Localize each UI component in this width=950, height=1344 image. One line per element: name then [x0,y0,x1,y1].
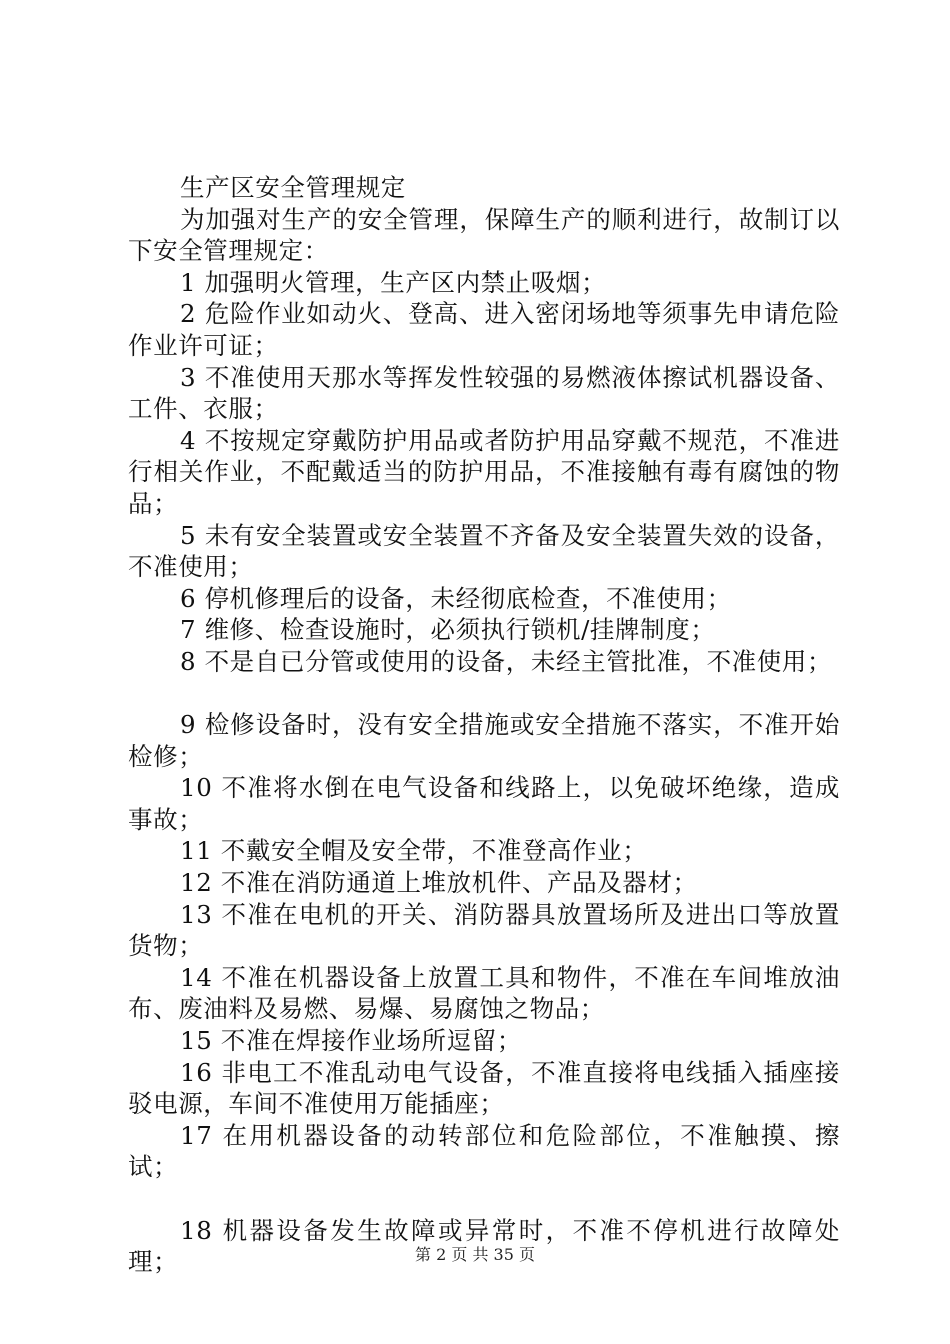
rule-item-17: 17 在用机器设备的动转部位和危险部位，不准触摸、擦试； [128,1120,840,1182]
page-footer: 第 2 页 共 35 页 [415,1245,535,1264]
rule-item-13: 13 不准在电机的开关、消防器具放置场所及进出口等放置货物； [128,899,840,961]
rule-item-9: 9 检修设备时，没有安全措施或安全措施不落实，不准开始检修； [128,710,840,771]
rule-item-1: 1 加强明火管理，生产区内禁止吸烟； [180,267,607,297]
intro-paragraph: 为加强对生产的安全管理，保障生产的顺利进行，故制订以下安全管理规定： [128,204,840,266]
rule-item-10: 10 不准将水倒在电气设备和线路上，以免破坏绝缘，造成事故； [128,773,840,834]
rule-item-15: 15 不准在焊接作业场所逗留； [180,1026,522,1056]
rule-item-12: 12 不准在消防通道上堆放机件、产品及器材； [180,868,698,898]
document-body [128,172,840,1278]
rule-item-6: 6 停机修理后的设备，未经彻底检查，不准使用； [180,583,732,613]
rule-item-18: 18 机器设备发生故障或异常时，不准不停机进行故障处理； [128,1215,840,1277]
rule-item-5: 5 未有安全装置或安全装置不齐备及安全装置失效的设备，不准使用； [128,520,840,582]
rule-item-14: 14 不准在机器设备上放置工具和物件，不准在车间堆放油布、废油料及易燃、易爆、易腐蚀之物品； [128,962,840,1024]
rule-item-8: 8 不是自已分管或使用的设备，未经主管批准，不准使用； [180,646,833,676]
rule-item-3: 3 不准使用天那水等挥发性较强的易燃液体擦试机器设备、工件、衣服； [128,362,840,424]
rule-item-11: 11 不戴安全帽及安全带，不准登高作业； [180,836,648,866]
rule-item-4: 4 不按规定穿戴防护用品或者防护用品穿戴不规范，不准进行相关作业，不配戴适当的防护用品，不准接触有毒有腐蚀的物品； [128,425,840,518]
rule-item-16: 16 非电工不准乱动电气设备，不准直接将电线插入插座接驳电源，车间不准使用万能插座； [128,1057,840,1119]
rule-item-2: 2 危险作业如动火、登高、进入密闭场地等须事先申请危险作业许可证； [128,299,840,360]
rule-item-7: 7 维修、检查设施时，必须执行锁机/挂牌制度； [180,615,716,645]
document-title: 生产区安全管理规定 [180,173,406,202]
